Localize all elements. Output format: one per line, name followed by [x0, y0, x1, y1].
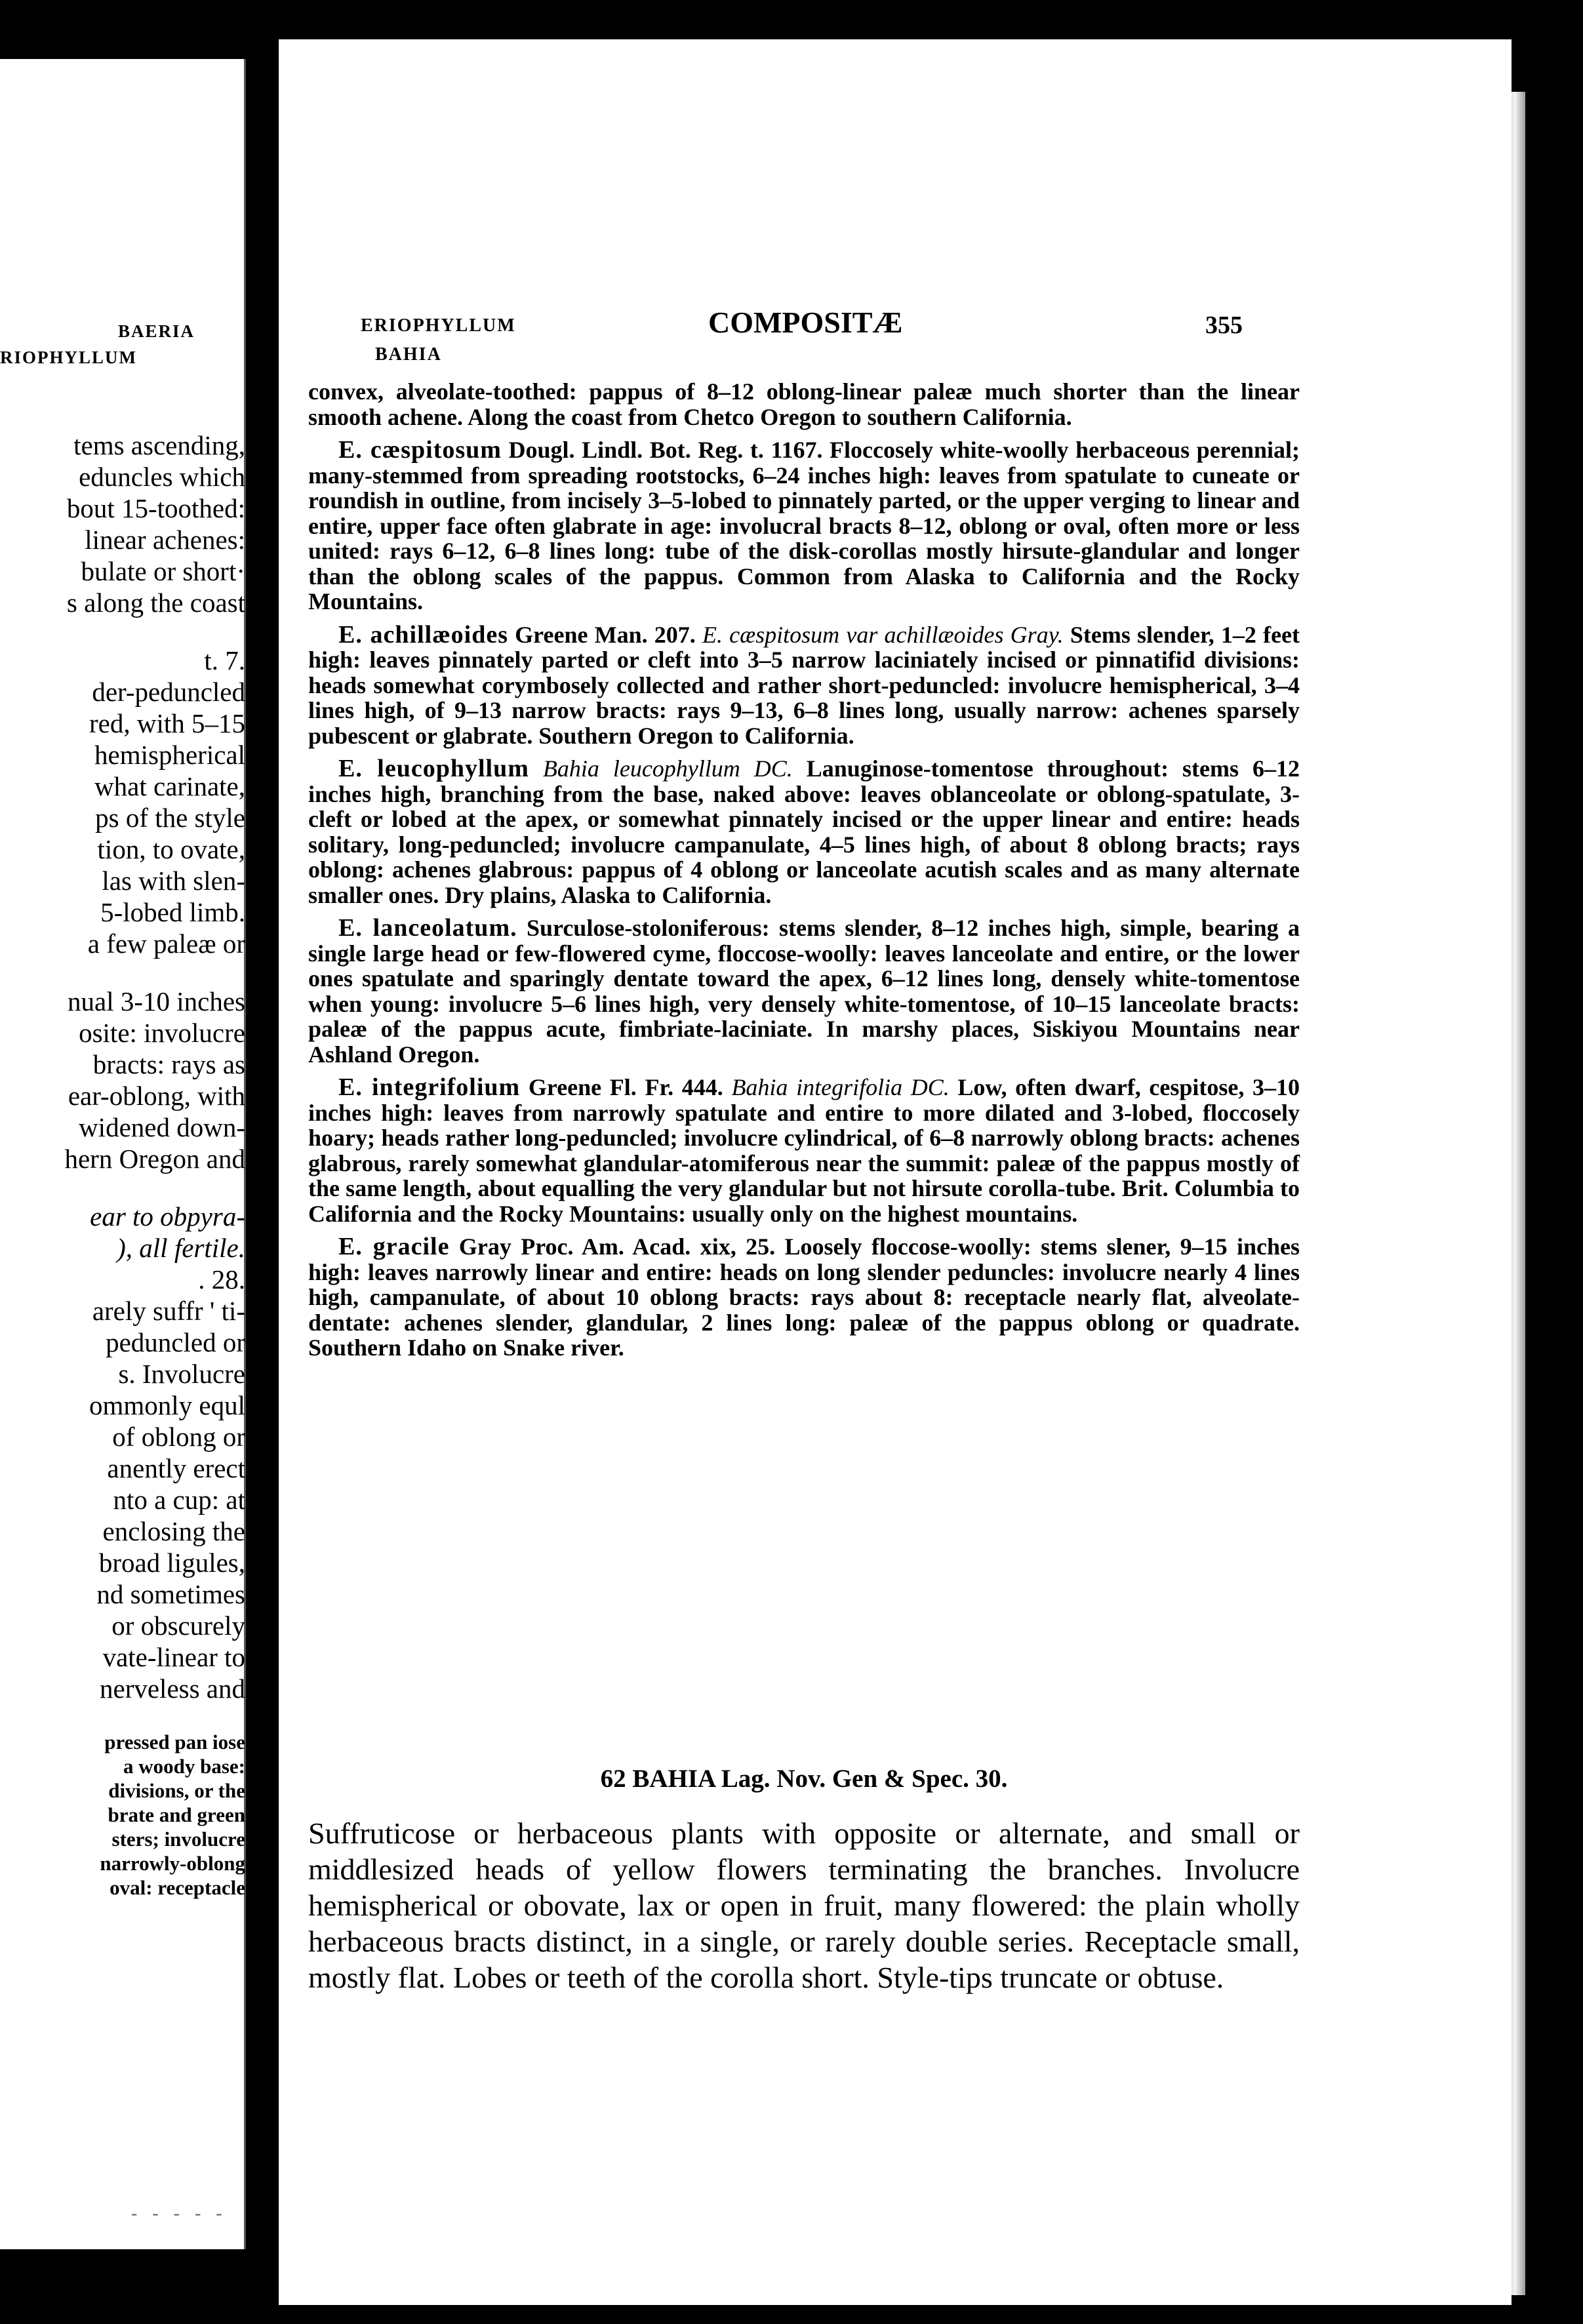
description: Surculose-stoloniferous: stems slender, 8–12 inches high, simple, bearing a single large head or few-flowered cyme, floccose-woolly: leaves lanceolate and entire, or the lower ones spatulate and sparingly dentate toward the apex, 6–12 lines long, densely white-tomentose when young: involucre 5–6 lines high, very densely white-tomentose, of 10–15 lanceolate bracts: paleæ of the pappus acute, fimbriate-laciniate. In marshy places, Siskiyou Mountains near Ashland Oregon. — [308, 915, 1300, 1068]
left-line: broad ligules, — [98, 1548, 245, 1578]
left-line: arely suffr ' ti- — [92, 1296, 245, 1326]
left-line: vate-linear to — [102, 1642, 245, 1672]
left-line: a few paleæ or — [87, 929, 245, 959]
left-line: s. Involucre — [118, 1359, 245, 1389]
left-line: der-peduncled — [92, 677, 245, 707]
left-line: widened down- — [79, 1112, 245, 1142]
left-line: what carinate, — [94, 771, 245, 801]
citation: Greene Man. 207. — [515, 621, 696, 648]
left-line: or obscurely — [111, 1611, 245, 1641]
genus-heading: 62 BAHIA Lag. Nov. Gen & Spec. 30. — [600, 1765, 1008, 1793]
description: Low, often dwarf, cespitose, 3–10 inches high: leaves from narrowly spatulate and entire to more dilated and 3-lobed, floccosely hoary; heads rather long-peduncled; involucre cylindrical, of 6–8 narrowly oblong bracts: achenes glabrous, rarely somewhat glandular-atomiferous near the summit: paleæ of the pappus mostly of the same length, about equalling the very glandular but not hirsute corolla-tube. Brit. Columbia to California and the Rocky Mountains: usually only on the highest mountains. — [308, 1074, 1300, 1227]
left-line: hern Oregon and — [64, 1144, 245, 1174]
species-name: E. cæspitosum — [338, 436, 502, 464]
left-line: nual 3-10 inches — [68, 986, 245, 1016]
species-entry — [308, 437, 1300, 614]
left-line: tion, to ovate, — [97, 834, 245, 864]
running-head-genus-2: BAHIA — [375, 344, 442, 365]
description: Floccosely white-woolly herbaceous perennial; many-stemmed from spreading rootstocks, 6–24 inches high: leaves from spatulate to cuneate or roundish in outline, from incisely 3–5-lobed to pinnately parted, or the upper verging to linear and entire, upper face often glabrate in age: involucral bracts 8–12, oblong or oval, often more or less united: rays 6–12, 6–8 lines long: tube of the disk-corollas mostly hirsute-glandular and longer than the oblong scales of the pappus. Common from Alaska to California and the Rocky Mountains. — [308, 437, 1300, 614]
left-line: s along the coast — [66, 588, 245, 618]
page-title: COMPOSITÆ — [708, 306, 903, 339]
left-line: bout 15-toothed: — [66, 493, 245, 523]
description: Loosely floccose-woolly: stems slener, 9–15 inches high: leaves narrowly linear and entire: heads on long slender peduncles: involucre nearly 4 lines high, campanulate, of about 10 oblong bracts: rays about 8: receptacle nearly flat, alveolate-dentate: achenes slender, glandular, 2 lines long: paleæ of the pappus oblong or quadrate. Southern Idaho on Snake river. — [308, 1233, 1300, 1361]
left-line: ommonly equl — [89, 1390, 245, 1420]
page-number: 355 — [1205, 311, 1243, 339]
running-head-genera — [361, 311, 516, 369]
main-text — [308, 379, 1300, 1369]
left-line: of oblong or — [112, 1422, 245, 1452]
left-line: ear to obpyra- — [90, 1201, 245, 1232]
species-entries — [308, 437, 1300, 1361]
species-name: E. leucophyllum — [338, 755, 529, 782]
species-entry — [308, 915, 1300, 1067]
left-line: pressed pan iose — [104, 1731, 245, 1753]
citation: Gray Proc. Am. Acad. xix, 25. — [458, 1233, 776, 1260]
synonym: Bahia integrifolia DC. — [731, 1074, 950, 1100]
left-line: peduncled or — [106, 1327, 245, 1357]
left-line: nerveless and — [100, 1673, 245, 1704]
left-header-1: BAERIA — [118, 321, 195, 341]
species-entry — [308, 756, 1300, 908]
species-entry — [308, 1075, 1300, 1226]
left-header-2: RIOPHYLLUM — [0, 348, 137, 367]
left-line: bulate or short· — [81, 556, 245, 586]
synonym: E. cæspitosum var achillæoides Gray. — [702, 621, 1064, 648]
left-line: tems ascending, — [73, 430, 245, 460]
description: Lanuginose-tomentose throughout: stems 6–12 inches high, branching from the base, naked above: leaves oblanceolate or oblong-spatulate, 3-cleft or lobed at the apex, or somewhat pinnately incised or the upper linear and entire: heads solitary, long-peduncled; involucre campanulate, 4–5 lines high, of about 8 oblong bracts; rays oblong: achenes glabrous: pappus of 4 oblong or lanceolate acutish scales and as many alternate smaller ones. Dry plains, Alaska to California. — [308, 755, 1300, 908]
left-line: enclosing the — [102, 1516, 245, 1546]
left-line: narrowly-oblong — [100, 1852, 245, 1875]
left-line: t. 7. — [204, 645, 245, 675]
left-line: nd sometimes — [96, 1579, 245, 1609]
species-name: E. integrifolium — [338, 1073, 521, 1101]
left-line: brate and green — [108, 1803, 245, 1826]
left-line: osite: involucre — [79, 1018, 245, 1048]
running-head-genus-1: ERIOPHYLLUM — [361, 315, 516, 336]
left-line: . 28. — [198, 1264, 245, 1294]
species-name: E. gracile — [338, 1233, 450, 1260]
citation: Dougl. Lindl. Bot. Reg. t. 1167. — [508, 437, 823, 463]
description: Stems slender, 1–2 feet high: leaves pinnately parted or cleft into 3–5 narrow laciniately incised or pinnatifid divisions: heads somewhat corymbosely collected and rather short-peduncled: involucre hemispherical, 3–4 lines high, of 9–13 narrow bracts: rays 9–13, 6–8 lines long, usually narrow: achenes sparsely pubescent or glabrate. Southern Oregon to California. — [308, 621, 1300, 749]
left-line: hemispherical — [94, 740, 245, 770]
species-entry — [308, 622, 1300, 749]
left-line: ear-oblong, with — [68, 1081, 245, 1111]
left-line: las with slen- — [102, 866, 245, 896]
left-line: oval: receptacle — [110, 1876, 245, 1899]
left-line: anently erect — [107, 1453, 245, 1483]
left-line: eduncles which — [79, 462, 245, 492]
left-line: divisions, or the — [108, 1779, 245, 1802]
left-page — [0, 59, 246, 2249]
left-footer: - - - - - — [131, 2203, 228, 2224]
left-line: red, with 5–15 — [89, 708, 245, 738]
genus-description: Suffruticose or herbaceous plants with opposite or alternate, and small or middlesized heads of yellow flowers terminating the branches. Involucre hemispherical or obovate, lax or open in fruit, many flowered: the plain wholly herbaceous bracts distinct, in a single, or rarely double series. Receptacle small, mostly flat. Lobes or teeth of the corolla short. Style-tips truncate or obtuse. — [308, 1816, 1300, 1994]
left-line: sters; involucre — [111, 1828, 245, 1851]
left-line: ps of the style — [95, 803, 245, 833]
left-line: bracts: rays as — [92, 1049, 245, 1079]
left-line: linear achenes: — [85, 525, 245, 555]
left-line: ), all fertile. — [117, 1233, 245, 1263]
continuation-paragraph: convex, alveolate-toothed: pappus of 8–12 oblong-linear paleæ much shorter than the linear smooth achene. Along the coast from Chetco Oregon to southern California. — [308, 378, 1300, 430]
left-line: 5-lobed limb. — [100, 897, 245, 927]
species-name: E. achillæoides — [338, 620, 508, 649]
synonym: Bahia leucophyllum DC. — [542, 755, 793, 782]
species-entry — [308, 1234, 1300, 1361]
left-line: nto a cup: at — [113, 1485, 245, 1515]
species-name: E. lanceolatum. — [338, 914, 517, 942]
citation: Greene Fl. Fr. 444. — [528, 1074, 723, 1100]
left-line: a woody base: — [123, 1755, 245, 1778]
